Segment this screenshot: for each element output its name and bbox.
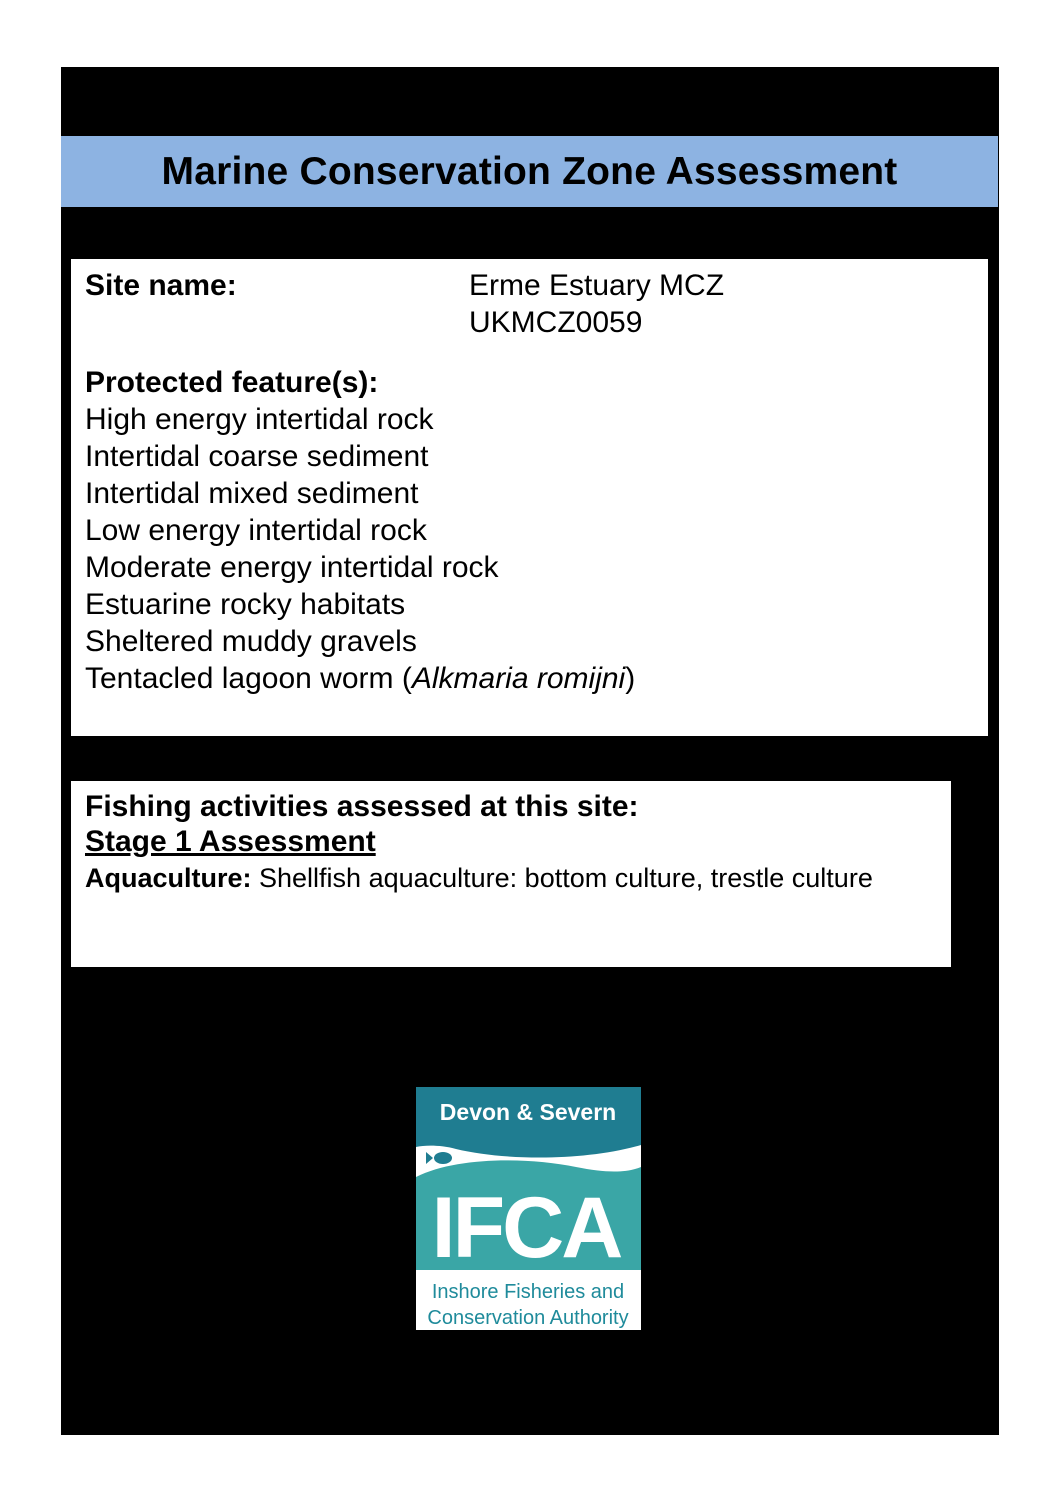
ifca-logo (416, 1087, 641, 1330)
aquaculture-line (85, 859, 873, 897)
stage-heading: Stage 1 Assessment (85, 825, 376, 858)
feature-item: High energy intertidal rock (85, 403, 434, 436)
site-name: Erme Estuary MCZ (469, 269, 725, 302)
feature-item: Intertidal coarse sediment (85, 440, 429, 473)
feature-item: Moderate energy intertidal rock (85, 551, 499, 584)
feature-item-species (85, 660, 635, 697)
logo-line-2: Conservation Authority (427, 1307, 629, 1329)
protected-features (85, 364, 635, 697)
species-close-paren: ) (625, 662, 636, 695)
ifca-logo-graphic (416, 1087, 641, 1330)
site-code: UKMCZ0059 (469, 306, 643, 339)
feature-item: Low energy intertidal rock (85, 514, 427, 547)
aquaculture-value: Shellfish aquaculture: bottom culture, trestle culture (251, 863, 873, 893)
feature-item: Sheltered muddy gravels (85, 625, 417, 658)
document-title: Marine Conservation Zone Assessment (161, 149, 898, 193)
protected-features-heading: Protected feature(s): (85, 366, 379, 399)
logo-line-1: Inshore Fisheries and (431, 1281, 625, 1303)
fish-icon (426, 1152, 452, 1164)
site-name-values (469, 267, 724, 341)
site-info-box (71, 259, 988, 736)
protected-features-list (85, 401, 635, 697)
feature-item: Intertidal mixed sediment (85, 477, 419, 510)
logo-acronym: IFCA (431, 1180, 621, 1276)
fishing-activities-heading: Fishing activities assessed at this site: (85, 790, 639, 823)
species-common-name: Tentacled lagoon worm ( (85, 662, 412, 695)
title-band (61, 136, 998, 207)
fishing-activities-box (71, 781, 951, 967)
site-name-label: Site name: (85, 269, 237, 302)
feature-item: Estuarine rocky habitats (85, 588, 406, 621)
logo-top-text: Devon & Severn (439, 1099, 617, 1125)
species-latin-name: Alkmaria romijni (411, 662, 626, 695)
aquaculture-label: Aquaculture: (85, 863, 252, 893)
fishing-activities-content (85, 788, 873, 897)
